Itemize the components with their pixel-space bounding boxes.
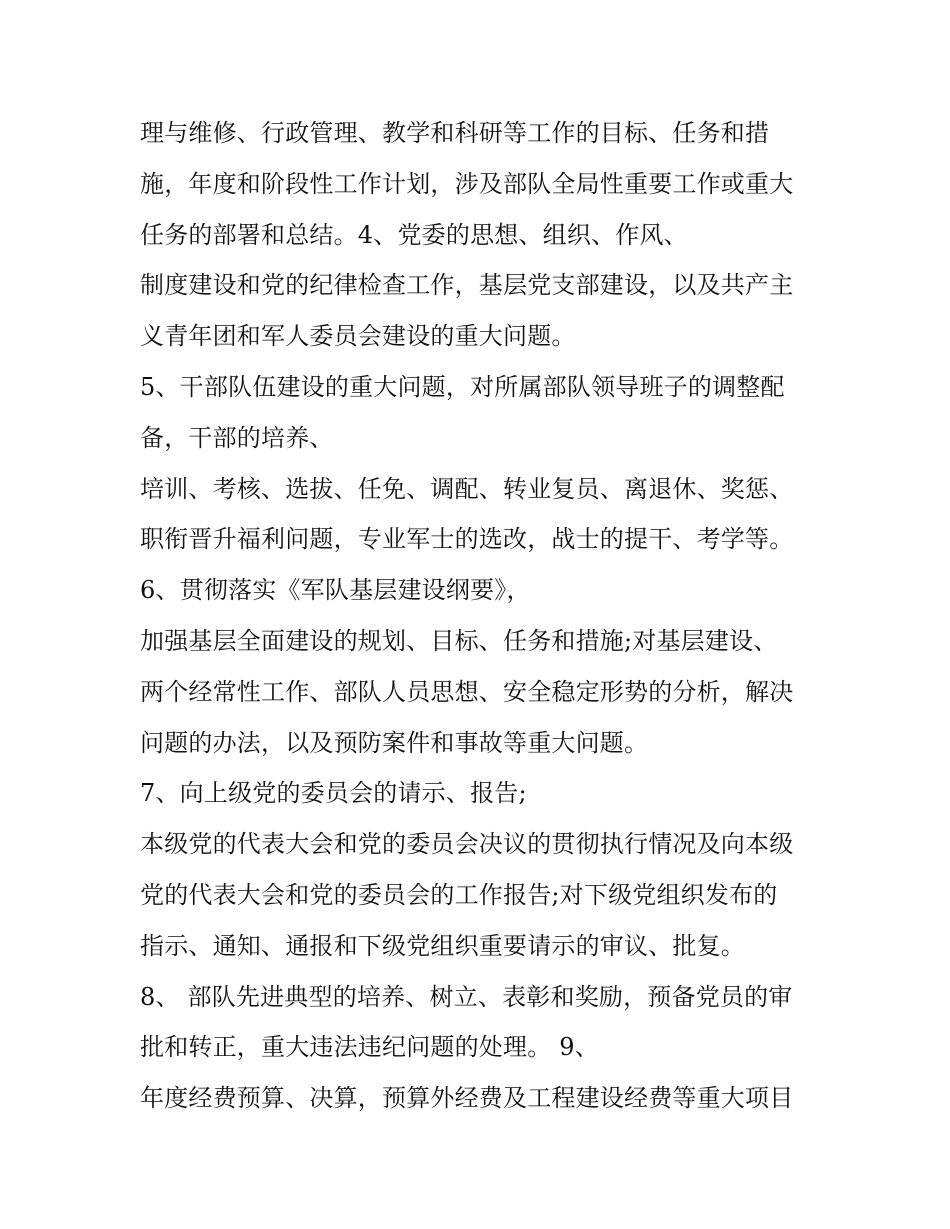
text-line: 本级党的代表大会和党的委员会决议的贯彻执行情况及向本级 bbox=[140, 830, 794, 859]
text-line: 备，干部的培养、 bbox=[140, 423, 334, 452]
text-line: 制度建设和党的纪律检查工作，基层党支部建设，以及共产主 bbox=[140, 271, 794, 300]
text-line: 加强基层全面建设的规划、目标、任务和措施;对基层建设、 bbox=[140, 626, 778, 655]
text-line: 年度经费预算、决算，预算外经费及工程建设经费等重大项目 bbox=[140, 1084, 794, 1113]
document-body bbox=[140, 108, 830, 1124]
text-line: 党的代表大会和党的委员会的工作报告;对下级党组织发布的 bbox=[140, 880, 778, 909]
text-line: 指示、通知、通报和下级党组织重要请示的审议、批复。 bbox=[140, 931, 745, 960]
text-line: 5、干部队伍建设的重大问题，对所属部队领导班子的调整配 bbox=[140, 372, 785, 401]
text-line: 培训、考核、选拔、任免、调配、转业复员、离退休、奖惩、 bbox=[140, 474, 794, 503]
text-line: 两个经常性工作、部队人员思想、安全稳定形势的分析，解决 bbox=[140, 677, 794, 706]
text-line: 问题的办法，以及预防案件和事故等重大问题。 bbox=[140, 728, 649, 757]
text-line: 批和转正，重大违法违纪问题的处理。 9、 bbox=[140, 1033, 599, 1062]
text-line: 职衔晋升福利问题，专业军士的选改，战士的提干、考学等。 bbox=[140, 525, 794, 554]
text-line: 理与维修、行政管理、教学和科研等工作的目标、任务和措 bbox=[140, 119, 770, 147]
text-line: 任务的部署和总结。4、党委的思想、组织、作风、 bbox=[140, 220, 688, 249]
text-line: 7、向上级党的委员会的请示、报告; bbox=[140, 779, 527, 808]
text-line: 6、贯彻落实《军队基层建设纲要》， bbox=[140, 576, 531, 605]
text-line: 义青年团和军人委员会建设的重大问题。 bbox=[140, 322, 576, 351]
text-line: 8、 部队先进典型的培养、树立、表彰和奖励，预备党员的审 bbox=[140, 982, 793, 1011]
text-line: 施，年度和阶段性工作计划，涉及部队全局性重要工作或重大 bbox=[140, 169, 794, 198]
